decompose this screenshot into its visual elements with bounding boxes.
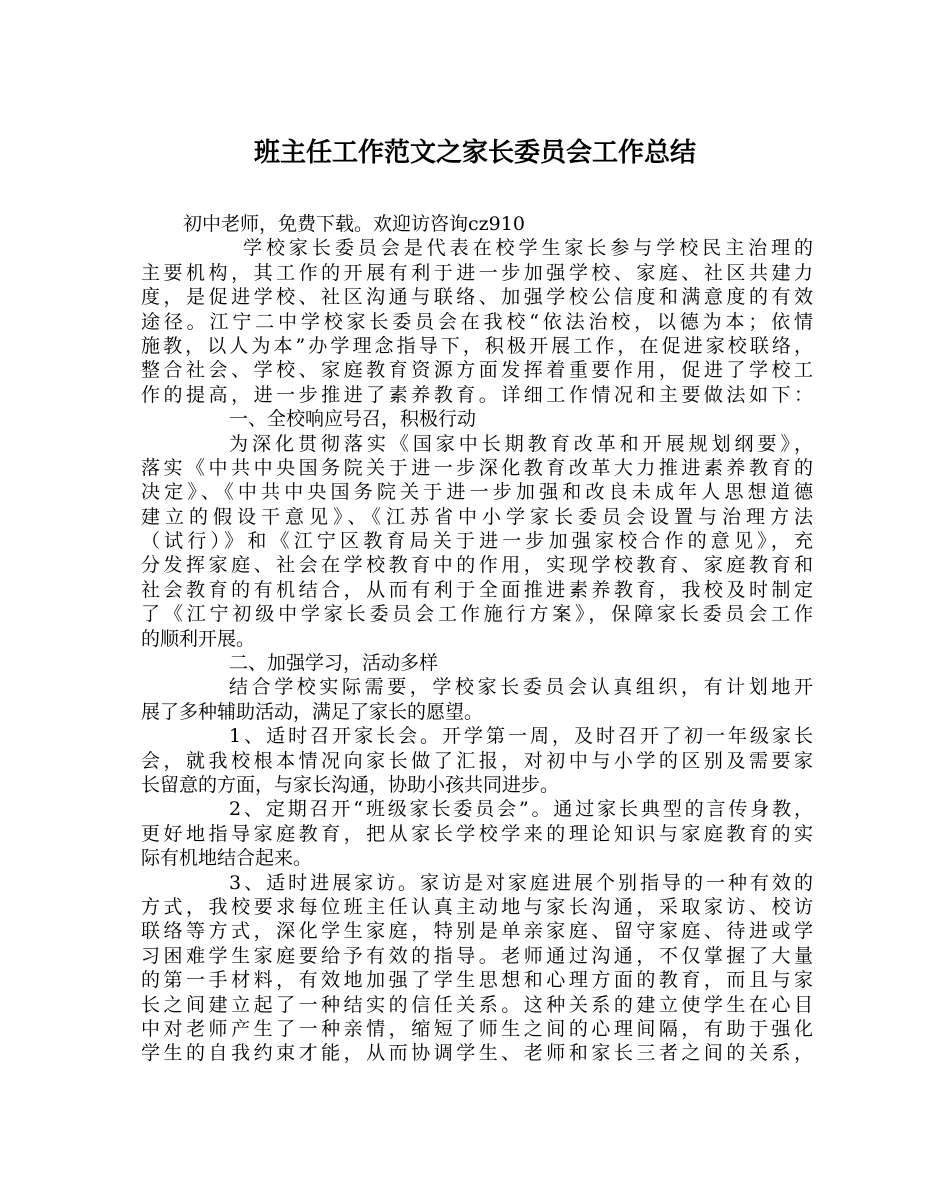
paragraph-line: 整合社会、学校、家庭教育资源方面发挥着重要作用，促进了学校工	[141, 359, 813, 382]
paragraph-line: 联络等方式，深化学生家庭，特别是单亲家庭、留守家庭、待进或学	[141, 920, 813, 943]
paragraph-line: 际有机地结合起来。	[141, 847, 313, 870]
paragraph-line: 1、适时召开家长会。开学第一周，及时召开了初一年级家长	[229, 725, 813, 748]
paragraph-line: 习困难学生家庭要给予有效的指导。老师通过沟通，不仅掌握了大量	[141, 944, 813, 967]
section-heading: 二、加强学习，活动多样	[229, 652, 439, 675]
paragraph-line: 建立的假设干意见》、《江苏省中小学家长委员会设置与治理方法	[141, 505, 813, 528]
paragraph-line: 作的提高，进一步推进了素养教育。详细工作情况和主要做法如下：	[141, 383, 813, 406]
paragraph-line: 中对老师产生了一种亲情，缩短了师生之间的心理间隔，有助于强化	[141, 1017, 813, 1040]
intro-line: 初中老师，免费下载。欢迎访咨询cz910	[183, 213, 525, 235]
paragraph-line: 了《江宁初级中学家长委员会工作施行方案》，保障家长委员会工作	[141, 603, 813, 626]
paragraph-line: 落实《中共中央国务院关于进一步深化教育改革大力推进素养教育的	[141, 456, 813, 479]
paragraph-line: 决定》、《中共中央国务院关于进一步加强和改良未成年人思想道德	[141, 481, 813, 504]
paragraph-line: 长之间建立起了一种结实的信任关系。这种关系的建立使学生在心目	[141, 993, 813, 1016]
paragraph-line: 途径。江宁二中学校家长委员会在我校“依法治校，以德为本；依情	[141, 310, 813, 333]
paragraph-line: 长留意的方面，与家长沟通，协助小孩共同进步。	[141, 773, 560, 796]
paragraph-line: 主要机构，其工作的开展有利于进一步加强学校、家庭、社区共建力	[141, 261, 813, 284]
paragraph-line: 度，是促进学校、社区沟通与联络、加强学校公信度和满意度的有效	[141, 286, 813, 309]
paragraph-line: 展了多种辅助活动，满足了家长的愿望。	[141, 700, 484, 723]
paragraph-line: 结合学校实际需要，学校家长委员会认真组织，有计划地开	[229, 676, 813, 699]
document-body	[141, 212, 813, 1066]
paragraph-line: 分发挥家庭、社会在学校教育中的作用，实现学校教育、家庭教育和	[141, 554, 813, 577]
paragraph-line: 的第一手材料，有效地加强了学生思想和心理方面的教育，而且与家	[141, 969, 813, 992]
paragraph-line: 学校家长委员会是代表在校学生家长参与学校民主治理的	[243, 237, 813, 260]
section-heading: 一、全校响应号召，积极行动	[229, 408, 477, 431]
paragraph-line: （试行）》和《江宁区教育局关于进一步加强家校合作的意见》，充	[141, 530, 813, 553]
paragraph-line: 社会教育的有机结合，从而有利于全面推进素养教育，我校及时制定	[141, 578, 813, 601]
paragraph-line: 更好地指导家庭教育，把从家长学校学来的理论知识与家庭教育的实	[141, 822, 813, 845]
paragraph-line: 施教，以人为本”办学理念指导下，积极开展工作，在促进家校联络，	[141, 334, 813, 357]
paragraph-line: 的顺利开展。	[141, 627, 256, 650]
paragraph-line: 3、适时进展家访。家访是对家庭进展个别指导的一种有效的	[229, 871, 813, 894]
paragraph-line: 学生的自我约束才能，从而协调学生、老师和家长三者之间的关系，	[141, 1042, 813, 1065]
paragraph-line: 为深化贯彻落实《国家中长期教育改革和开展规划纲要》，	[229, 432, 813, 455]
paragraph-line: 2、定期召开“班级家长委员会”。通过家长典型的言传身教，	[229, 798, 813, 821]
paragraph-line: 会，就我校根本情况向家长做了汇报，对初中与小学的区别及需要家	[141, 749, 813, 772]
paragraph-line: 方式，我校要求每位班主任认真主动地与家长沟通，采取家访、校访	[141, 895, 813, 918]
document-title: 班主任工作范文之家长委员会工作总结	[253, 138, 696, 168]
